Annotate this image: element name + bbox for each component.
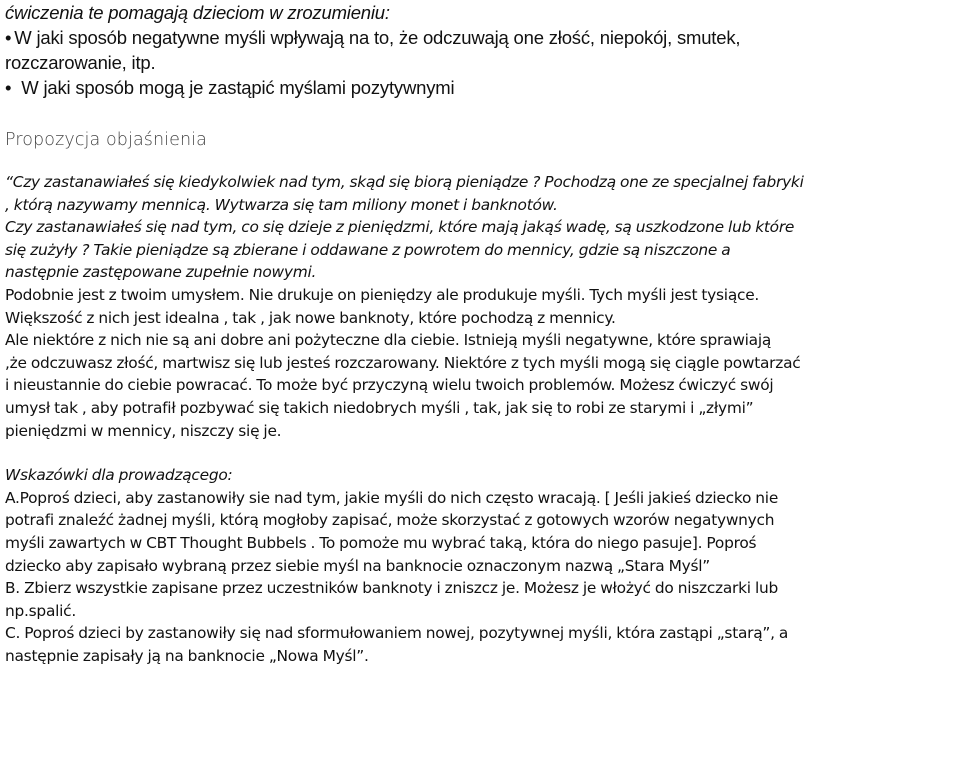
intro-question-1-line-2: rozczarowanie, itp. — [5, 52, 156, 73]
intro-question-2 — [5, 75, 955, 100]
proposal-p4-line-4: umysł tak , aby potrafił pozbywać się takich niedobrych myśli , tak, jak się to robi ze starymi i „złymi” — [5, 398, 754, 417]
proposal-p4-line-5: pieniędzmi w mennicy, niszczy się je. — [5, 421, 282, 440]
proposal-p4-line-3: i nieustannie do ciebie powracać. To może być przyczyną wielu twoich problemów. Możesz ćwiczyć swój — [5, 376, 774, 395]
intro-section — [5, 0, 955, 100]
proposal-p3-line-2: Większość z nich jest idealna , tak , jak nowe banknoty, które pochodzą z mennicy. — [5, 308, 616, 327]
proposal-p4-line-1: Ale niektóre z nich nie są ani dobre ani pożyteczne dla ciebie. Istnieją myśli negatywne, które sprawiają — [5, 331, 772, 350]
proposal-p2-line-2: się zużyły ? Takie pieniądze są zbierane i oddawane z powrotem do mennicy, gdzie są niszczone a — [5, 240, 731, 259]
proposal-body — [5, 171, 955, 667]
hint-a-line-3: myśli zawartych w CBT Thought Bubbels . To pomoże mu wybrać taką, która do niego pasuje]. Poproś — [5, 533, 757, 552]
hint-c-line-2: następnie zapisały ją na banknocie „Nowa Myśl”. — [5, 646, 369, 665]
proposal-p3-line-1: Podobnie jest z twoim umysłem. Nie drukuje on pieniędzy ale produkuje myśli. Tych myśli jest tysiące. — [5, 285, 760, 304]
proposal-p2-line-1: Czy zastanawiałeś się nad tym, co się dzieje z pieniędzmi, które mają jakąś wadę, są uszkodzone lub które — [5, 218, 795, 237]
proposal-p1-line-1: “Czy zastanawiałeś się kiedykolwiek nad tym, skąd się biorą pieniądze ? Pochodzą one ze specjalnej fabryki — [5, 173, 804, 191]
proposal-p2-line-3: następnie zastępowane zupełnie nowymi. — [5, 263, 317, 282]
hint-a-line-4: dziecko aby zapisało wybraną przez siebie myśl na banknocie oznaczonym nazwą „Stara Myśl” — [5, 556, 711, 575]
intro-question-1-line-1: W jaki sposób negatywne myśli wpływają na to, że odczuwają one złość, niepokój, smutek, — [14, 27, 741, 48]
intro-question-1 — [5, 25, 955, 50]
hint-b-line-2: np.spalić. — [5, 601, 77, 620]
document-page — [5, 0, 955, 667]
intro-question-2-text: W jaki sposób mogą je zastąpić myślami pozytywnymi — [21, 77, 455, 98]
hints-heading: Wskazówki dla prowadzącego: — [5, 466, 233, 485]
proposal-p4-line-2: ,że odczuwasz złość, martwisz się lub jesteś rozczarowany. Niektóre z tych myśli mogą się ciągle powtarzać — [5, 353, 801, 372]
proposal-heading: Propozycja objaśnienia — [5, 130, 208, 150]
hint-a-line-2: potrafi znaleźć żadnej myśli, którą mogłoby zapisać, może skorzystać z gotowych wzorów negatywnych — [5, 511, 775, 530]
hint-a-line-1: A.Poproś dzieci, aby zastanowiły sie nad tym, jakie myśli do nich często wracają. [ Jeśli jakieś dziecko nie — [5, 488, 779, 507]
hint-b-line-1: B. Zbierz wszystkie zapisane przez uczestników banknoty i zniszcz je. Możesz je włożyć do niszczarki lub — [5, 579, 779, 598]
proposal-p1-line-2: , którą nazywamy mennicą. Wytwarza się tam miliony monet i banknotów. — [5, 195, 558, 214]
hint-c-line-1: C. Poproś dzieci by zastanowiły się nad sformułowaniem nowej, pozytywnej myśli, która zastąpi „starą”, a — [5, 624, 789, 643]
intro-lead: ćwiczenia te pomagają dzieciom w zrozumieniu: — [5, 2, 390, 23]
